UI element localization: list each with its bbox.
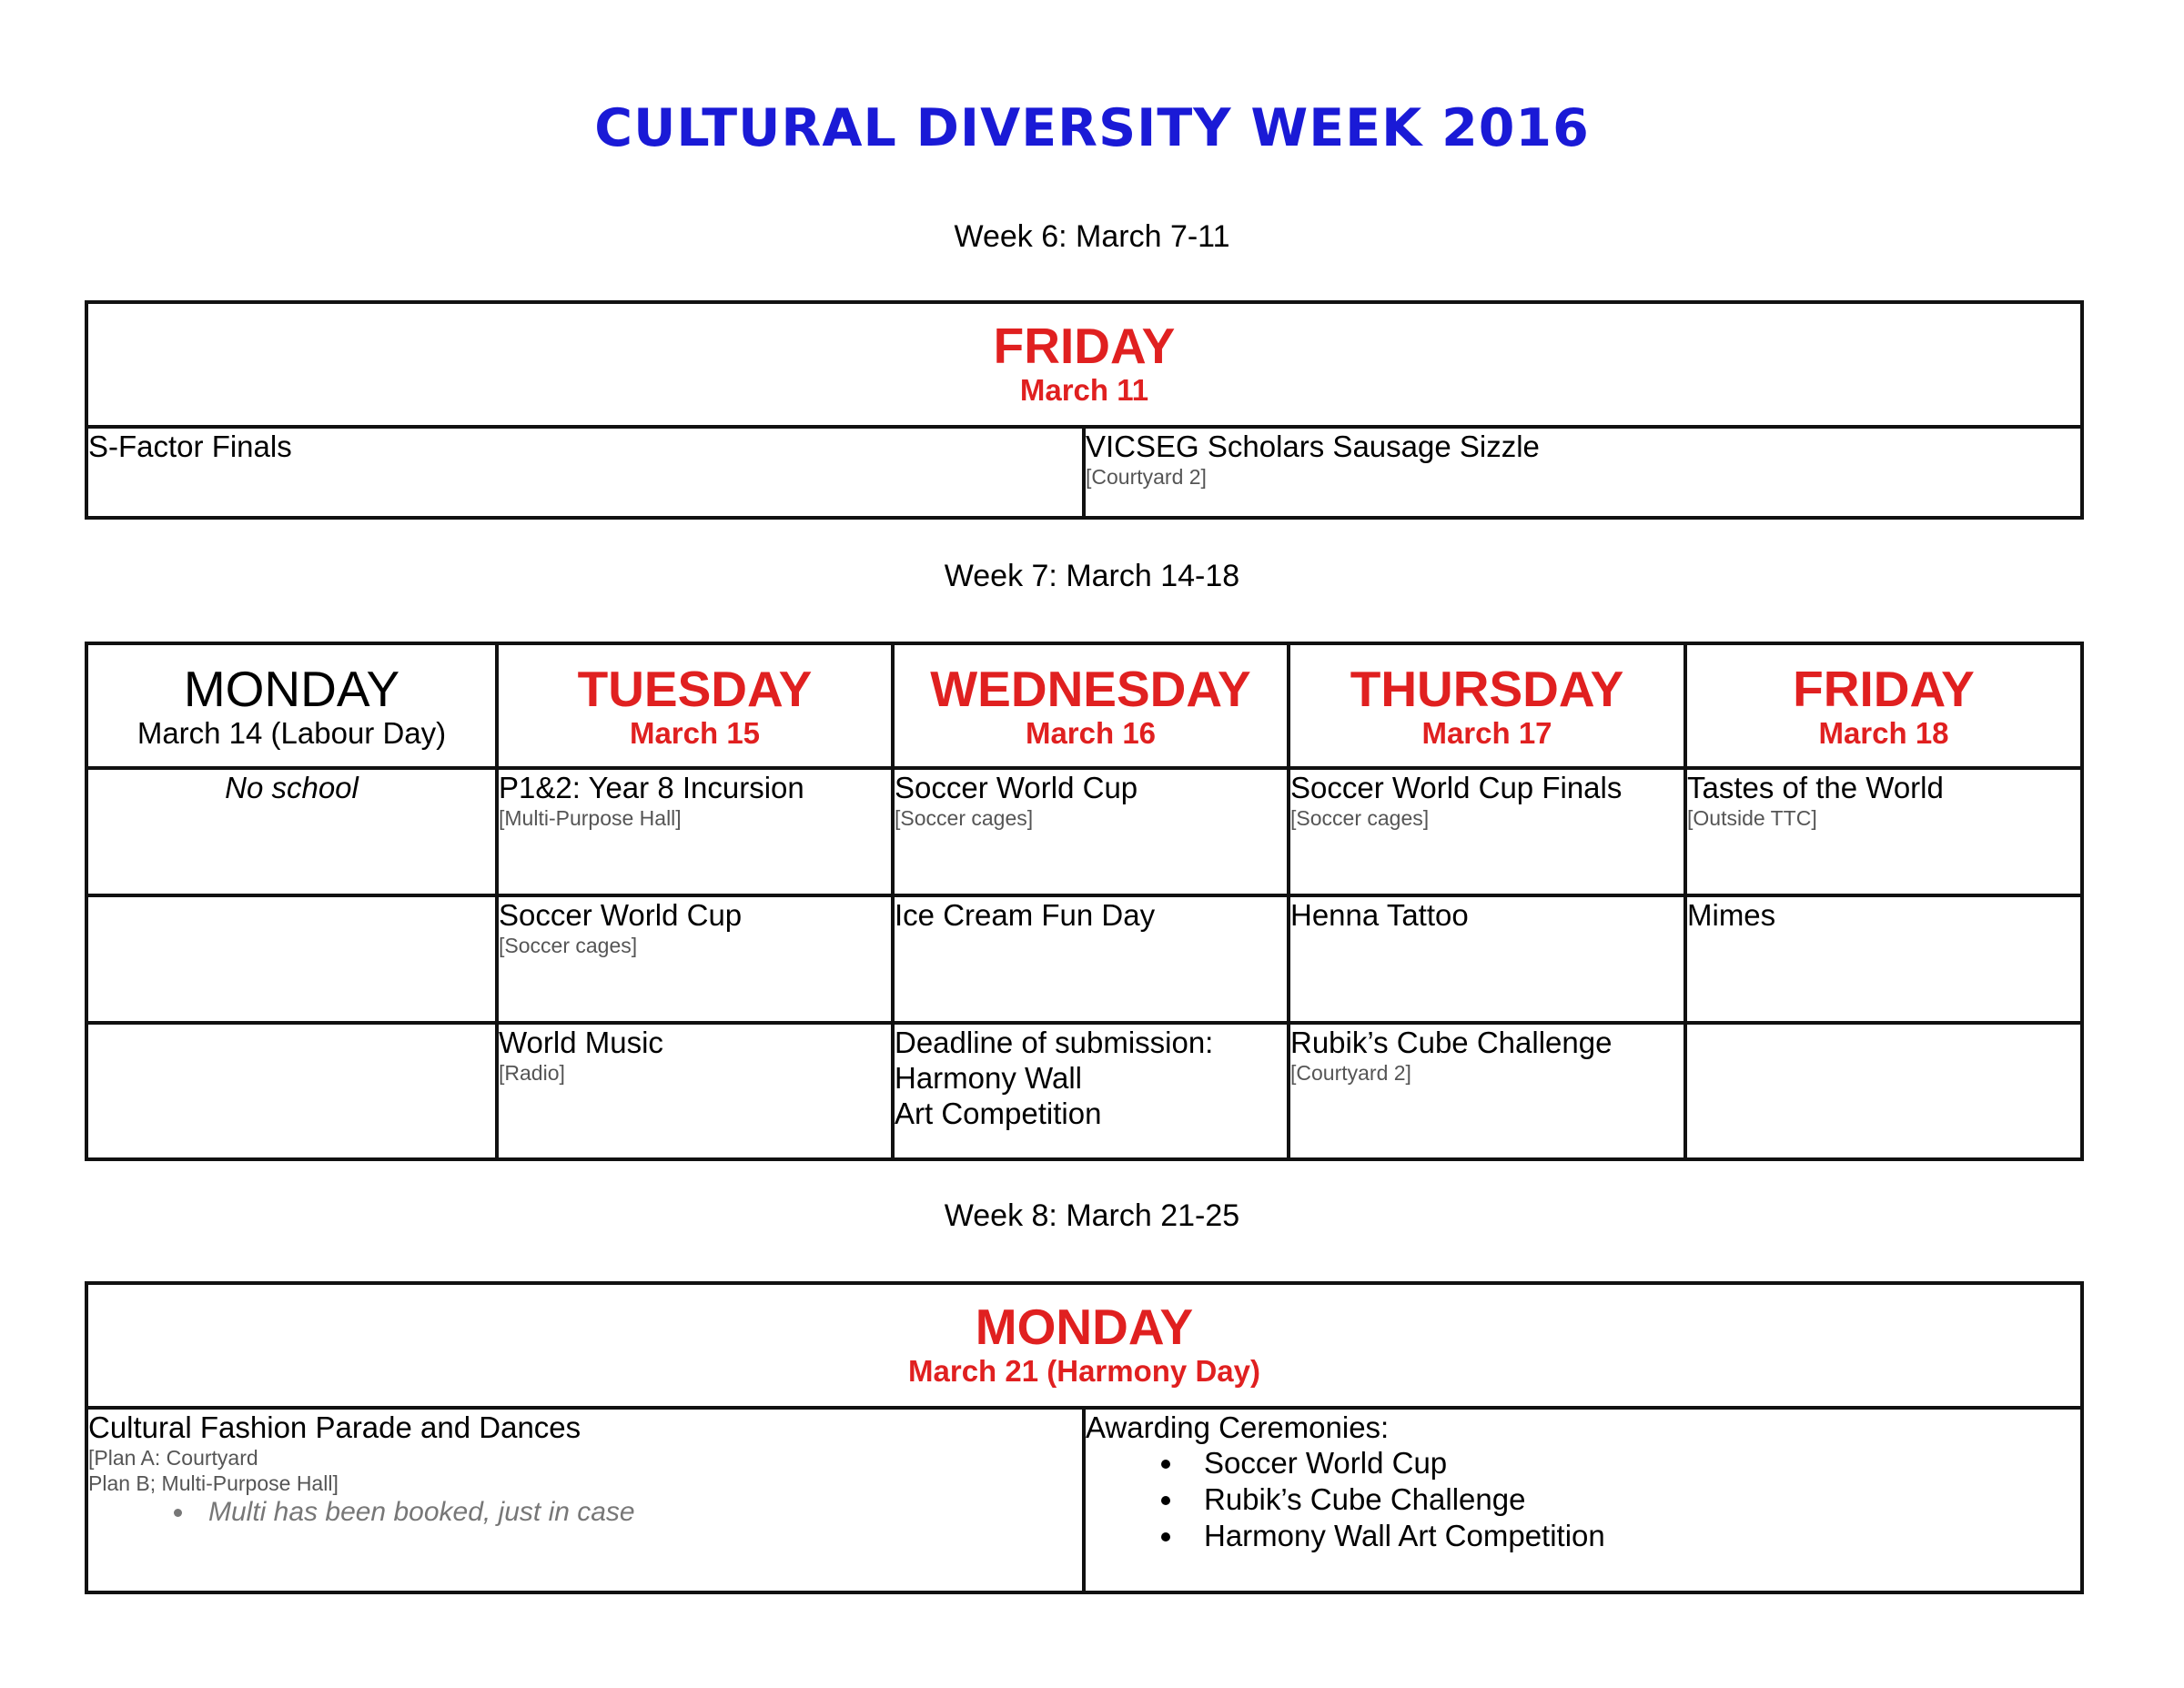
day-date: March 15 bbox=[629, 716, 761, 750]
week7-table bbox=[85, 642, 2084, 1161]
event-title: Soccer World Cup bbox=[895, 771, 1138, 804]
award-item: • Harmony Wall Art Competition bbox=[1186, 1518, 2080, 1554]
day-name: THURSDAY bbox=[1350, 661, 1624, 717]
friday-cell bbox=[1685, 1023, 2082, 1159]
week8-header bbox=[86, 1283, 2082, 1408]
week6-label: Week 6: March 7-11 bbox=[954, 219, 1230, 254]
tuesday-cell bbox=[497, 768, 893, 895]
event-title: World Music bbox=[499, 1026, 663, 1059]
day-header-friday bbox=[1685, 643, 2082, 768]
day-date: March 18 bbox=[1818, 716, 1949, 750]
day-name: WEDNESDAY bbox=[930, 661, 1251, 717]
event-title: S-Factor Finals bbox=[88, 430, 292, 463]
event-title-line: Deadline of submission: bbox=[895, 1026, 1214, 1059]
week8-left-cell bbox=[86, 1408, 1084, 1592]
week6-right-cell bbox=[1084, 427, 2082, 518]
week6-table bbox=[85, 300, 2084, 520]
week8-day: MONDAY bbox=[975, 1299, 1194, 1355]
event-title: Mimes bbox=[1687, 898, 1776, 932]
wednesday-cell bbox=[893, 768, 1289, 895]
day-name: MONDAY bbox=[183, 661, 400, 717]
event-title: Rubik’s Cube Challenge bbox=[1290, 1026, 1613, 1059]
note-list bbox=[88, 1496, 1082, 1529]
day-date: March 17 bbox=[1421, 716, 1552, 750]
day-name: FRIDAY bbox=[1793, 661, 1975, 717]
event-title: Soccer World Cup bbox=[499, 898, 743, 932]
awards-list bbox=[1086, 1445, 2080, 1554]
no-school-text: No school bbox=[225, 771, 359, 804]
week8-table bbox=[85, 1281, 2084, 1594]
week8-right-cell bbox=[1084, 1408, 2082, 1592]
day-header-thursday bbox=[1289, 643, 1685, 768]
wednesday-cell bbox=[893, 895, 1289, 1023]
event-title: Soccer World Cup Finals bbox=[1290, 771, 1623, 804]
event-location: [Courtyard 2] bbox=[1290, 1061, 1411, 1085]
tuesday-cell bbox=[497, 895, 893, 1023]
monday-cell bbox=[86, 895, 497, 1023]
week6-header bbox=[86, 302, 2082, 427]
event-title: VICSEG Scholars Sausage Sizzle bbox=[1086, 430, 1540, 463]
thursday-cell bbox=[1289, 768, 1685, 895]
award-item: • Rubik’s Cube Challenge bbox=[1186, 1481, 2080, 1518]
tuesday-cell bbox=[497, 1023, 893, 1159]
event-location: [Radio] bbox=[499, 1061, 565, 1085]
event-location: [Soccer cages] bbox=[895, 806, 1034, 830]
week6-left-cell bbox=[86, 427, 1084, 518]
week7-label: Week 7: March 14-18 bbox=[944, 559, 1240, 593]
event-title-line: Art Competition bbox=[895, 1097, 1102, 1130]
week8-date: March 21 (Harmony Day) bbox=[908, 1354, 1260, 1388]
wednesday-cell bbox=[893, 1023, 1289, 1159]
day-header-tuesday bbox=[497, 643, 893, 768]
day-name: TUESDAY bbox=[577, 661, 813, 717]
note-item: • Multi has been booked, just in case bbox=[196, 1496, 1082, 1529]
week8-label: Week 8: March 21-25 bbox=[944, 1198, 1240, 1233]
event-location: [Multi-Purpose Hall] bbox=[499, 806, 682, 830]
event-title: Ice Cream Fun Day bbox=[895, 898, 1156, 932]
event-location: [Courtyard 2] bbox=[1086, 465, 1207, 489]
event-title: P1&2: Year 8 Incursion bbox=[499, 771, 804, 804]
event-title-line: Harmony Wall bbox=[895, 1061, 1082, 1095]
awards-title: Awarding Ceremonies: bbox=[1086, 1410, 1390, 1444]
week6-date: March 11 bbox=[1019, 373, 1149, 407]
event-location: [Outside TTC] bbox=[1687, 806, 1817, 830]
page-title: CULTURAL DIVERSITY WEEK 2016 bbox=[594, 98, 1590, 158]
event-title: Henna Tattoo bbox=[1290, 898, 1469, 932]
thursday-cell bbox=[1289, 895, 1685, 1023]
event-title: Tastes of the World bbox=[1687, 771, 1944, 804]
day-header-monday bbox=[86, 643, 497, 768]
thursday-cell bbox=[1289, 1023, 1685, 1159]
event-location: [Plan A: Courtyard bbox=[88, 1446, 258, 1470]
event-title: Cultural Fashion Parade and Dances bbox=[88, 1410, 581, 1444]
day-header-wednesday bbox=[893, 643, 1289, 768]
friday-cell bbox=[1685, 895, 2082, 1023]
event-location: Plan B; Multi-Purpose Hall] bbox=[88, 1471, 339, 1495]
event-location: [Soccer cages] bbox=[1290, 806, 1430, 830]
day-date: March 16 bbox=[1025, 716, 1157, 750]
friday-cell bbox=[1685, 768, 2082, 895]
event-location: [Soccer cages] bbox=[499, 934, 638, 957]
week6-day: FRIDAY bbox=[993, 318, 1176, 374]
day-date: March 14 (Labour Day) bbox=[136, 716, 447, 750]
monday-cell bbox=[86, 768, 497, 895]
monday-cell bbox=[86, 1023, 497, 1159]
award-item: • Soccer World Cup bbox=[1186, 1445, 2080, 1481]
